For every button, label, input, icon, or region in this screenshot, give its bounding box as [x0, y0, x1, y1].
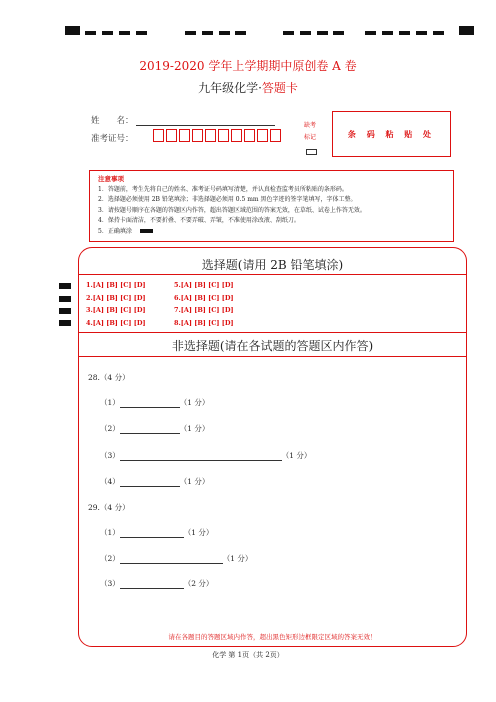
notice-item: 4．保持卡面清洁，不要折叠、不要弄破、弄皱，不准使用涂改液、刮纸刀。	[98, 217, 300, 224]
exam-title: 2019-2020 学年上学期期中原创卷 A 卷	[139, 59, 357, 73]
name-field[interactable]	[136, 116, 275, 126]
answer-line[interactable]	[120, 460, 282, 461]
choice-row-q8[interactable]: 8.[A] [B] [C] [D]	[174, 319, 234, 327]
question-28-label: 28.（4 分）	[88, 373, 130, 382]
absent-label-line1: 缺考	[304, 122, 317, 129]
alignment-mark-top-left	[65, 26, 80, 35]
question-29-label: 29.（4 分）	[88, 503, 130, 512]
choice-row-q1[interactable]: 1.[A] [B] [C] [D]	[86, 281, 146, 289]
name-label: 姓 名：	[91, 116, 134, 126]
answer-line[interactable]	[120, 433, 180, 434]
nonchoice-section-title: 非选择题(请在各试题的答题区内作答)	[171, 339, 374, 353]
absent-label-line2: 标记	[304, 134, 317, 141]
q28-part2: （2） （1 分）	[100, 424, 210, 433]
answer-card-label: 答题卡	[261, 81, 298, 95]
q28-part4: （4） （1 分）	[100, 477, 210, 486]
choice-row-q4[interactable]: 4.[A] [B] [C] [D]	[86, 319, 146, 327]
barcode-area	[332, 111, 451, 157]
timing-mark	[59, 308, 71, 314]
notice-item: 2．选择题必须使用 2B 铅笔填涂；非选择题必须用 0.5 mm 黑色字迹的签字笔填写，字体工整。	[98, 196, 357, 203]
filled-example-mark	[140, 229, 153, 233]
timing-mark	[59, 283, 71, 289]
notice-heading: 注意事项	[98, 175, 124, 183]
q28-part3: （3） （1 分）	[100, 451, 312, 460]
timing-mark	[59, 320, 71, 326]
notice-item: 3．请按题号顺序在各题的答题区内作答，超出答题区域范围的答案无效，在草纸、试卷上作答无效。	[98, 206, 366, 214]
notice-item: 1．答题前，考生先将自己的姓名、准考证号码填写清楚，并认真检查监考员所粘贴的条形码。	[98, 185, 348, 193]
exam-number-label: 准考证号：	[91, 134, 134, 144]
choice-row-q5[interactable]: 5.[A] [B] [C] [D]	[174, 281, 234, 289]
timing-mark	[59, 296, 71, 302]
answer-line[interactable]	[120, 486, 180, 487]
alignment-mark-top-right	[459, 26, 474, 35]
page-number: 化学 第 1页（共 2页）	[212, 651, 284, 659]
q29-part3: （3） （2 分）	[100, 579, 214, 588]
answer-line[interactable]	[120, 563, 223, 564]
subject-label: 九年级化学·	[198, 81, 262, 95]
q29-part2: （2） （1 分）	[100, 554, 253, 563]
alignment-dash-row	[82, 31, 457, 35]
barcode-label: 条 码 粘 贴 处	[347, 128, 436, 139]
card-subtitle	[0, 79, 496, 96]
q29-part1: （1） （1 分）	[100, 528, 214, 537]
answer-line[interactable]	[120, 588, 184, 589]
choice-row-q3[interactable]: 3.[A] [B] [C] [D]	[86, 306, 146, 314]
answer-line[interactable]	[120, 537, 184, 538]
choice-row-q2[interactable]: 2.[A] [B] [C] [D]	[86, 294, 146, 302]
absent-mark-box[interactable]	[306, 149, 317, 155]
exam-number-boxes[interactable]	[153, 129, 283, 142]
notice-item-fill-example: 5．正确填涂	[98, 227, 445, 238]
choice-row-q6[interactable]: 6.[A] [B] [C] [D]	[174, 294, 234, 302]
choice-row-q7[interactable]: 7.[A] [B] [C] [D]	[174, 306, 234, 314]
answer-line[interactable]	[120, 407, 180, 408]
notice-box	[89, 170, 454, 242]
boundary-warning: 请在各题目的答题区域内作答，超出黑色矩形边框限定区域的答案无效！	[168, 633, 377, 641]
q28-part1: （1） （1 分）	[100, 398, 210, 407]
choice-section-title: 选择题(请用 2B 铅笔填涂)	[201, 258, 344, 272]
